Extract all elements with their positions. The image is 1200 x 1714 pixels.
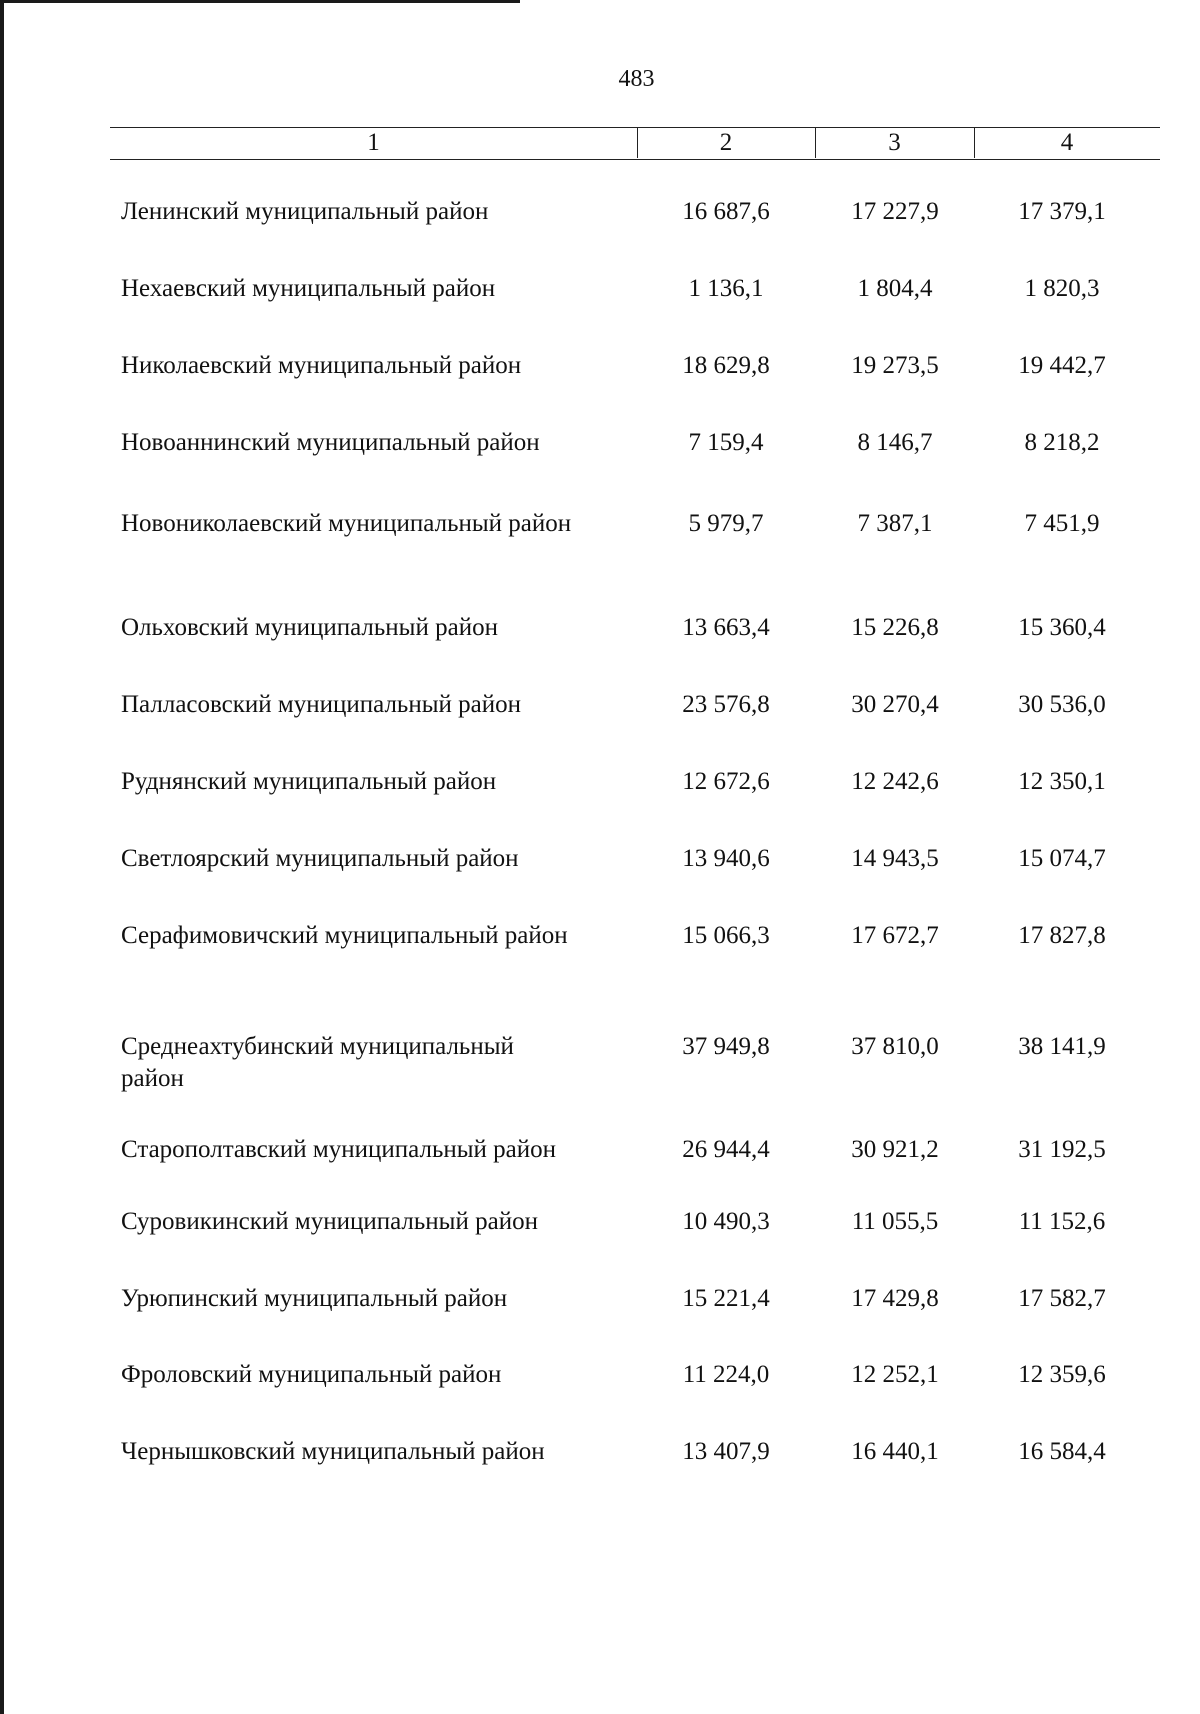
value-col-3: 19 273,5	[851, 352, 939, 379]
value-col-2: 1 136,1	[688, 275, 764, 302]
value-col-4: 15 074,7	[1018, 845, 1106, 872]
value-col-4: 17 379,1	[1018, 198, 1106, 225]
table-header	[110, 127, 1160, 160]
value-col-4: 16 584,4	[1018, 1438, 1106, 1465]
value-col-2: 10 490,3	[682, 1208, 770, 1235]
value-col-2: 15 221,4	[682, 1285, 770, 1312]
value-col-3: 7 387,1	[857, 510, 933, 537]
district-name: Серафимовичский муниципальный район	[121, 922, 568, 949]
scan-edge-top	[0, 0, 520, 3]
district-name: Николаевский муниципальный район	[121, 352, 522, 379]
scan-edge-left	[0, 0, 4, 1714]
value-col-4: 12 350,1	[1018, 768, 1106, 795]
value-col-3: 30 270,4	[851, 691, 939, 718]
value-col-3: 16 440,1	[851, 1438, 939, 1465]
district-name: Старополтавский муниципальный район	[121, 1136, 556, 1163]
district-name: Среднеахтубинский муниципальный район	[121, 1033, 514, 1092]
value-col-4: 19 442,7	[1018, 352, 1106, 379]
value-col-3: 8 146,7	[857, 429, 933, 456]
value-col-2: 11 224,0	[682, 1361, 770, 1388]
value-col-2: 13 663,4	[682, 614, 770, 641]
page-number: 483	[618, 66, 655, 92]
district-name: Фроловский муниципальный район	[121, 1361, 502, 1388]
value-col-4: 31 192,5	[1018, 1136, 1106, 1163]
value-col-2: 13 407,9	[682, 1438, 770, 1465]
value-col-3: 17 227,9	[851, 198, 939, 225]
district-name: Светлоярский муниципальный район	[121, 845, 519, 872]
value-col-4: 38 141,9	[1018, 1033, 1106, 1060]
value-col-4: 7 451,9	[1024, 510, 1100, 537]
value-col-2: 23 576,8	[682, 691, 770, 718]
value-col-2: 37 949,8	[682, 1033, 770, 1060]
district-name: Палласовский муниципальный район	[121, 691, 521, 718]
value-col-3: 11 055,5	[851, 1208, 939, 1235]
value-col-4: 12 359,6	[1018, 1361, 1106, 1388]
value-col-4: 17 827,8	[1018, 922, 1106, 949]
value-col-3: 12 242,6	[851, 768, 939, 795]
value-col-4: 30 536,0	[1018, 691, 1106, 718]
district-name: Чернышковский муниципальный район	[121, 1438, 545, 1465]
value-col-2: 12 672,6	[682, 768, 770, 795]
value-col-3: 12 252,1	[851, 1361, 939, 1388]
value-col-3: 14 943,5	[851, 845, 939, 872]
value-col-3: 15 226,8	[851, 614, 939, 641]
column-header-2: 2	[719, 129, 733, 156]
district-name: Суровикинский муниципальный район	[121, 1208, 538, 1235]
district-name: Руднянский муниципальный район	[121, 768, 497, 795]
district-name: Новоаннинский муниципальный район	[121, 429, 540, 456]
value-col-3: 17 672,7	[851, 922, 939, 949]
value-col-4: 8 218,2	[1024, 429, 1100, 456]
value-col-2: 18 629,8	[682, 352, 770, 379]
value-col-2: 7 159,4	[688, 429, 764, 456]
district-name: Урюпинский муниципальный район	[121, 1285, 508, 1312]
district-name: Ольховский муниципальный район	[121, 614, 498, 641]
value-col-4: 1 820,3	[1024, 275, 1100, 302]
value-col-2: 15 066,3	[682, 922, 770, 949]
district-name: Ленинский муниципальный район	[121, 198, 489, 225]
value-col-2: 26 944,4	[682, 1136, 770, 1163]
value-col-3: 30 921,2	[851, 1136, 939, 1163]
value-col-3: 37 810,0	[851, 1033, 939, 1060]
value-col-3: 1 804,4	[857, 275, 933, 302]
district-name: Новониколаевский муниципальный район	[121, 510, 572, 537]
value-col-4: 15 360,4	[1018, 614, 1106, 641]
value-col-4: 11 152,6	[1018, 1208, 1106, 1235]
column-header-3: 3	[888, 129, 901, 156]
value-col-2: 5 979,7	[688, 510, 764, 537]
district-name: Нехаевский муниципальный район	[121, 275, 496, 302]
value-col-3: 17 429,8	[851, 1285, 939, 1312]
value-col-2: 13 940,6	[682, 845, 770, 872]
column-header-4: 4	[1060, 129, 1074, 156]
column-header-1: 1	[367, 129, 380, 156]
value-col-4: 17 582,7	[1018, 1285, 1106, 1312]
value-col-2: 16 687,6	[682, 198, 770, 225]
